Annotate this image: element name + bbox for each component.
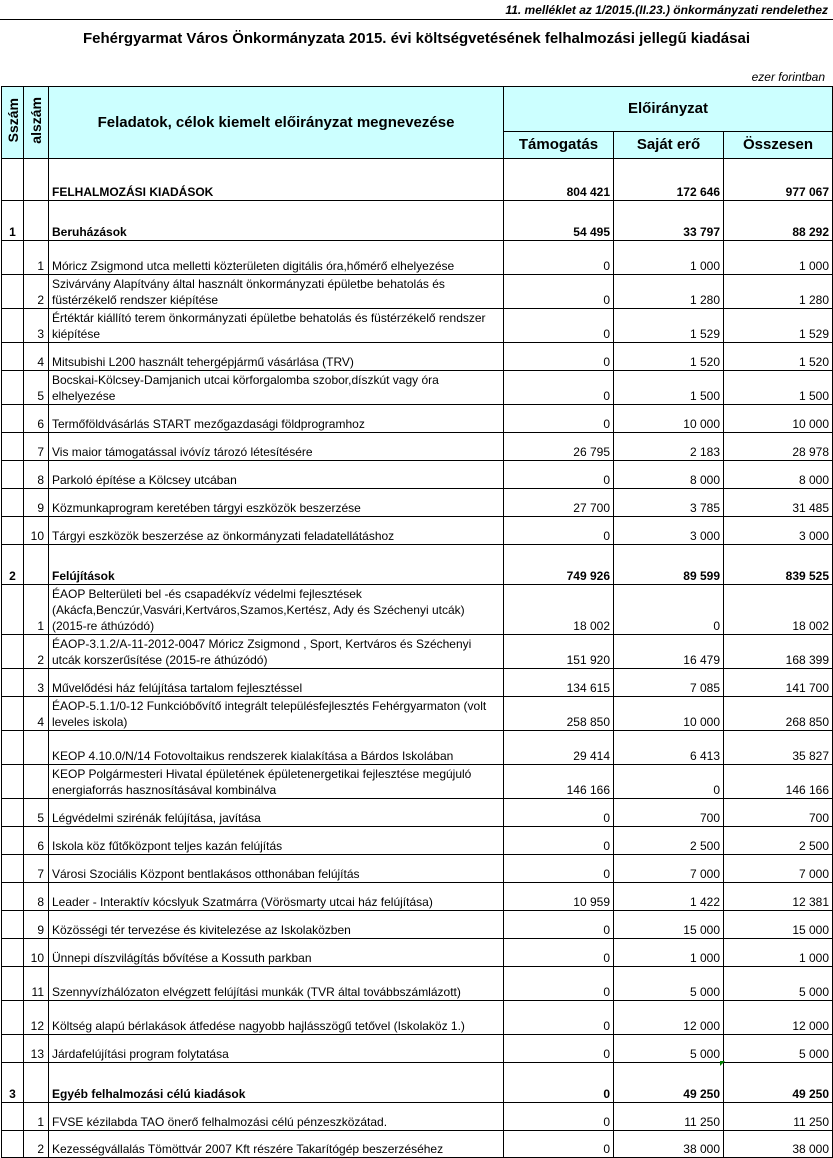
row-tamogatas: 0 [504,241,614,275]
header-sorszam: Sszám [2,87,24,159]
table-row [2,967,833,1001]
row-sorszam [2,371,24,405]
row-alszam: 1 [24,1103,49,1131]
row-name: Termőföldvásárlás START mezőgazdasági földprogramhoz [49,405,504,433]
header-alszam: alszám [24,87,49,159]
row-alszam: 4 [24,343,49,371]
table-row [2,883,833,911]
table-row [2,911,833,939]
row-tamogatas: 0 [504,517,614,545]
row-osszesen: 700 [724,799,833,827]
row-name: KEOP Polgármesteri Hivatal épületének épületenergetikai fejlesztése megújuló energiaforrás hasznosításával kombinálva [49,765,504,799]
row-tamogatas: 0 [504,309,614,343]
row-name: Parkoló építése a Kölcsey utcában [49,461,504,489]
row-sorszam [2,827,24,855]
header-tamogatas: Támogatás [504,132,614,159]
row-alszam: 10 [24,517,49,545]
row-sajat-ero: 1 000 [614,241,724,275]
row-sajat-ero: 49 250 [614,1063,724,1103]
row-tamogatas: 29 414 [504,731,614,765]
row-alszam: 2 [24,1131,49,1158]
row-alszam: 2 [24,635,49,669]
row-sajat-ero: 16 479 [614,635,724,669]
row-sajat-ero: 33 797 [614,201,724,241]
table-row [2,1001,833,1035]
row-sajat-ero: 0 [614,765,724,799]
row-sajat-ero: 1 280 [614,275,724,309]
row-name: Közösségi tér tervezése és kivitelezése az Iskolaközben [49,911,504,939]
row-sorszam [2,855,24,883]
row-sorszam [2,585,24,635]
table-row [2,731,833,765]
row-sajat-ero: 8 000 [614,461,724,489]
row-sajat-ero: 10 000 [614,697,724,731]
row-tamogatas: 0 [504,967,614,1001]
budget-table [1,86,833,1158]
row-alszam: 3 [24,309,49,343]
row-osszesen: 977 067 [724,159,833,201]
row-name: ÉAOP-3.1.2/A-11-2012-0047 Móricz Zsigmond , Sport, Kertváros és Széchenyi utcák korszerűsítése (2015-re áthúzódó) [49,635,504,669]
table-row [2,697,833,731]
row-tamogatas: 0 [504,1063,614,1103]
row-alszam: 2 [24,275,49,309]
row-sajat-ero: 7 000 [614,855,724,883]
table-row [2,855,833,883]
table-row [2,343,833,371]
row-sorszam [2,241,24,275]
row-sajat-ero: 6 413 [614,731,724,765]
row-tamogatas: 151 920 [504,635,614,669]
row-tamogatas: 0 [504,1035,614,1063]
row-name: Kezességvállalás Tömöttvár 2007 Kft részére Takarítógép beszerzéséhez [49,1131,504,1158]
row-sorszam [2,967,24,1001]
row-alszam: 6 [24,405,49,433]
row-alszam: 9 [24,911,49,939]
table-row [2,461,833,489]
row-osszesen: 168 399 [724,635,833,669]
row-tamogatas: 0 [504,799,614,827]
row-osszesen: 35 827 [724,731,833,765]
row-tamogatas: 18 002 [504,585,614,635]
row-name: FVSE kézilabda TAO önerő felhalmozási célú pénzeszközátad. [49,1103,504,1131]
row-tamogatas: 0 [504,939,614,967]
row-alszam [24,201,49,241]
row-name: FELHALMOZÁSI KIADÁSOK [49,159,504,201]
cell-comment-marker [720,1061,725,1066]
row-name: Légvédelmi szirénák felújítása, javítása [49,799,504,827]
row-tamogatas: 0 [504,1131,614,1158]
row-tamogatas: 0 [504,1001,614,1035]
row-sajat-ero: 7 085 [614,669,724,697]
row-name: Városi Szociális Központ bentlakásos otthonában felújítás [49,855,504,883]
table-row [2,309,833,343]
row-alszam [24,765,49,799]
row-sajat-ero: 172 646 [614,159,724,201]
row-sorszam: 2 [2,545,24,585]
row-sorszam [2,517,24,545]
row-osszesen: 1 000 [724,939,833,967]
row-osszesen: 2 500 [724,827,833,855]
row-sajat-ero: 0 [614,585,724,635]
table-row [2,585,833,635]
row-sajat-ero: 1 000 [614,939,724,967]
table-row [2,201,833,241]
table-row [2,275,833,309]
row-tamogatas: 0 [504,827,614,855]
row-osszesen: 7 000 [724,855,833,883]
row-name: Költség alapú bérlakások átfedése nagyobb hajlásszögű tetővel (Iskolaköz 1.) [49,1001,504,1035]
row-sorszam [2,489,24,517]
annex-note: 11. melléklet az 1/2015.(II.23.) önkormányzati rendelethez [0,0,833,20]
row-osszesen: 31 485 [724,489,833,517]
row-sajat-ero: 89 599 [614,545,724,585]
table-row [2,669,833,697]
row-alszam: 3 [24,669,49,697]
row-name: Móricz Zsigmond utca melletti közterületen digitális óra,hőmérő elhelyezése [49,241,504,275]
row-sorszam [2,1035,24,1063]
row-alszam: 8 [24,883,49,911]
row-alszam [24,1063,49,1103]
row-tamogatas: 0 [504,275,614,309]
header-sajat-ero: Saját erő [614,132,724,159]
row-osszesen: 15 000 [724,911,833,939]
row-name: Tárgyi eszközök beszerzése az önkormányzati feladatellátáshoz [49,517,504,545]
row-name: Felújítások [49,545,504,585]
row-name: Művelődési ház felújítása tartalom fejlesztéssel [49,669,504,697]
row-tamogatas: 0 [504,461,614,489]
row-name: Iskola köz fűtőközpont teljes kazán felújítás [49,827,504,855]
row-osszesen: 38 000 [724,1131,833,1158]
row-tamogatas: 0 [504,371,614,405]
row-name: KEOP 4.10.0/N/14 Fotovoltaikus rendszerek kialakítása a Bárdos Iskolában [49,731,504,765]
row-sorszam [2,309,24,343]
row-name: Szivárvány Alapítvány által használt önkormányzati épületbe behatolás és füstérzékelő rendszer kiépítése [49,275,504,309]
row-sajat-ero: 2 183 [614,433,724,461]
row-osszesen: 146 166 [724,765,833,799]
row-sajat-ero: 2 500 [614,827,724,855]
row-osszesen: 1 280 [724,275,833,309]
row-osszesen: 88 292 [724,201,833,241]
row-alszam: 7 [24,433,49,461]
row-sorszam [2,159,24,201]
row-alszam: 5 [24,371,49,405]
row-name: Szennyvízhálózaton elvégzett felújítási munkák (TVR által továbbszámlázott) [49,967,504,1001]
row-name: Egyéb felhalmozási célú kiadások [49,1063,504,1103]
row-tamogatas: 26 795 [504,433,614,461]
row-sorszam [2,939,24,967]
row-sorszam [2,461,24,489]
row-alszam: 1 [24,585,49,635]
row-tamogatas: 0 [504,911,614,939]
row-sajat-ero: 12 000 [614,1001,724,1035]
row-osszesen: 18 002 [724,585,833,635]
table-row [2,1035,833,1063]
row-sorszam [2,635,24,669]
row-osszesen: 12 000 [724,1001,833,1035]
row-name: Értéktár kiállító terem önkormányzati épületbe behatolás és füstérzékelő rendszer kiépítése [49,309,504,343]
row-osszesen: 268 850 [724,697,833,731]
row-osszesen: 839 525 [724,545,833,585]
row-osszesen: 1 520 [724,343,833,371]
row-osszesen: 141 700 [724,669,833,697]
table-row [2,827,833,855]
header-name: Feladatok, célok kiemelt előirányzat megnevezése [49,87,504,159]
row-sorszam [2,765,24,799]
row-tamogatas: 0 [504,1103,614,1131]
row-sorszam [2,433,24,461]
header-osszesen: Összesen [724,132,833,159]
row-sorszam [2,1001,24,1035]
row-name: Leader - Interaktív kócslyuk Szatmárra (Vörösmarty utcai ház felújítása) [49,883,504,911]
row-sajat-ero: 3 000 [614,517,724,545]
page-title: Fehérgyarmat Város Önkormányzata 2015. évi költségvetésének felhalmozási jellegű kiadásai [83,30,750,47]
row-tamogatas: 10 959 [504,883,614,911]
row-sajat-ero: 1 520 [614,343,724,371]
row-name: Ünnepi díszvilágítás bővítése a Kossuth parkban [49,939,504,967]
row-osszesen: 1 000 [724,241,833,275]
row-name: Közmunkaprogram keretében tárgyi eszközök beszerzése [49,489,504,517]
row-name: Vis maior támogatással ivóvíz tározó létesítésére [49,433,504,461]
row-osszesen: 1 500 [724,371,833,405]
row-sorszam [2,343,24,371]
row-sorszam [2,1103,24,1131]
row-sajat-ero: 5 000 [614,1035,724,1063]
table-row [2,765,833,799]
row-sorszam [2,275,24,309]
row-sorszam [2,911,24,939]
table-row [2,159,833,201]
row-tamogatas: 146 166 [504,765,614,799]
row-sajat-ero: 3 785 [614,489,724,517]
table-row [2,939,833,967]
row-sorszam [2,799,24,827]
row-tamogatas: 258 850 [504,697,614,731]
row-name: Mitsubishi L200 használt tehergépjármű vásárlása (TRV) [49,343,504,371]
row-sorszam [2,883,24,911]
row-alszam: 9 [24,489,49,517]
row-sorszam [2,405,24,433]
row-name: Bocskai-Kölcsey-Damjanich utcai körforgalomba szobor,díszkút vagy óra elhelyezése [49,371,504,405]
row-tamogatas: 134 615 [504,669,614,697]
row-tamogatas: 0 [504,405,614,433]
row-sajat-ero: 10 000 [614,405,724,433]
row-sorszam [2,1131,24,1158]
row-name: ÉAOP-5.1.1/0-12 Funkcióbővítő integrált településfejlesztés Fehérgyarmaton (volt leveles iskola) [49,697,504,731]
row-sorszam [2,697,24,731]
row-tamogatas: 804 421 [504,159,614,201]
row-sorszam: 1 [2,201,24,241]
row-alszam: 7 [24,855,49,883]
row-sorszam [2,669,24,697]
unit-label: ezer forintban [751,70,825,84]
row-sajat-ero: 1 422 [614,883,724,911]
row-alszam: 6 [24,827,49,855]
row-tamogatas: 0 [504,343,614,371]
table-row [2,371,833,405]
row-osszesen: 28 978 [724,433,833,461]
row-sorszam: 3 [2,1063,24,1103]
table-row [2,1063,833,1103]
row-tamogatas: 0 [504,855,614,883]
row-osszesen: 8 000 [724,461,833,489]
row-alszam [24,545,49,585]
row-alszam: 11 [24,967,49,1001]
table-row [2,1131,833,1158]
table-row [2,489,833,517]
row-alszam [24,159,49,201]
row-osszesen: 12 381 [724,883,833,911]
row-tamogatas: 54 495 [504,201,614,241]
row-alszam: 10 [24,939,49,967]
row-name: Járdafelújítási program folytatása [49,1035,504,1063]
row-alszam: 5 [24,799,49,827]
row-sajat-ero: 15 000 [614,911,724,939]
table-row [2,433,833,461]
row-osszesen: 5 000 [724,1035,833,1063]
row-sajat-ero: 1 500 [614,371,724,405]
table-row [2,517,833,545]
row-sajat-ero: 11 250 [614,1103,724,1131]
row-osszesen: 5 000 [724,967,833,1001]
table-row [2,1103,833,1131]
row-name: Beruházások [49,201,504,241]
row-alszam: 12 [24,1001,49,1035]
row-alszam: 13 [24,1035,49,1063]
row-sajat-ero: 5 000 [614,967,724,1001]
row-alszam: 8 [24,461,49,489]
header-eloiranyzat: Előirányzat [504,87,833,132]
row-sajat-ero: 38 000 [614,1131,724,1158]
table-row [2,405,833,433]
row-sajat-ero: 700 [614,799,724,827]
row-alszam [24,731,49,765]
table-row [2,635,833,669]
row-sorszam [2,731,24,765]
table-row [2,545,833,585]
row-alszam: 1 [24,241,49,275]
row-osszesen: 1 529 [724,309,833,343]
row-name: ÉAOP Belterületi bel -és csapadékvíz védelmi fejlesztések (Akácfa,Benczúr,Vasvári,Kertváros,Szamos,Kertész, Ady és Széchenyi utcák) (2015-re áthúzódó) [49,585,504,635]
row-alszam: 4 [24,697,49,731]
table-row [2,799,833,827]
row-tamogatas: 27 700 [504,489,614,517]
row-osszesen: 3 000 [724,517,833,545]
row-osszesen: 11 250 [724,1103,833,1131]
row-osszesen: 10 000 [724,405,833,433]
row-osszesen: 49 250 [724,1063,833,1103]
row-tamogatas: 749 926 [504,545,614,585]
row-sajat-ero: 1 529 [614,309,724,343]
table-row [2,241,833,275]
